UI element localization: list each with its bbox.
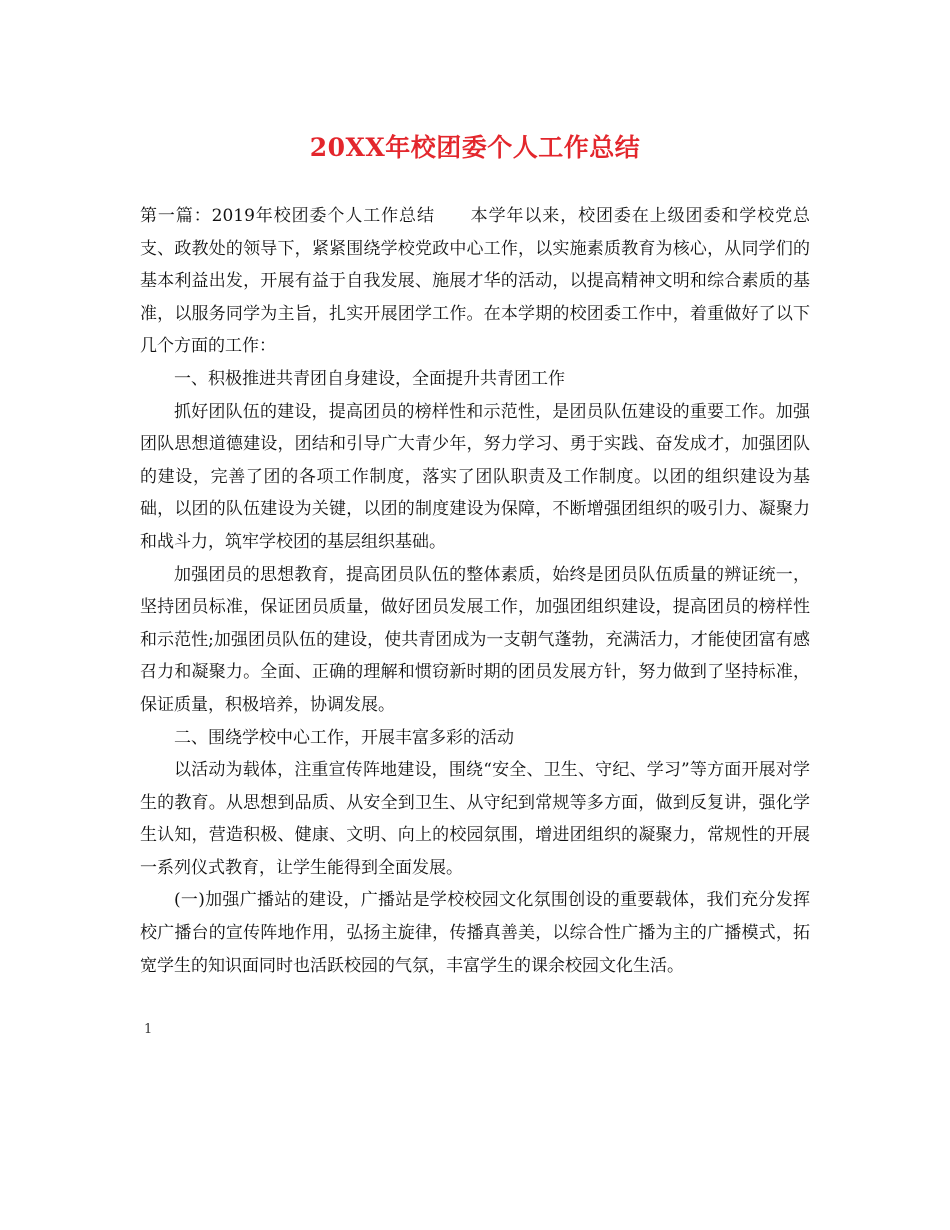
paragraph-intro: 第一篇：2019年校团委个人工作总结 本学年以来，校团委在上级团委和学校党总支、政教处的领导下，紧紧围绕学校党政中心工作，以实施素质教育为核心，从同学们的基本利益出发，开展有益于自我发展、施展才华的活动，以提高精神文明和综合素质的基准，以服务同学为主旨，扎实开展团学工作。在本学期的校团委工作中，着重做好了以下几个方面的工作： [140, 206, 810, 357]
document-title: 20XX年校团委个人工作总结 [309, 133, 641, 162]
paragraph-activities: 以活动为载体，注重宣传阵地建设，围绕“安全、卫生、守纪、学习”等方面开展对学生的教育。从思想到品质、从安全到卫生、从守纪到常规等多方面，做到反复讲，强化学生认知，营造积极、健康、文明、向上的校园氛围，增进团组织的凝聚力，常规性的开展一系列仪式教育，让学生能得到全面发展。 [140, 760, 810, 878]
section-heading-2: 二、围绕学校中心工作，开展丰富多彩的活动 [174, 727, 514, 748]
section-heading-1: 一、积极推进共青团自身建设，全面提升共青团工作 [174, 368, 565, 389]
paragraph-ideological-education: 加强团员的思想教育，提高团员队伍的整体素质，始终是团员队伍质量的辨证统一，坚持团员标准，保证团员质量，做好团员发展工作，加强团组织建设，提高团员的榜样性和示范性;加强团员队伍的建设，使共青团成为一支朝气蓬勃，充满活力，才能使团富有感召力和凝聚力。全面、正确的理解和惯窃新时期的团员发展方针，努力做到了坚持标准，保证质量，积极培养，协调发展。 [140, 564, 810, 715]
paragraph-team-building: 抓好团队伍的建设，提高团员的榜样性和示范性，是团员队伍建设的重要工作。加强团队思想道德建设，团结和引导广大青少年，努力学习、勇于实践、奋发成才，加强团队的建设，完善了团的各项工作制度，落实了团队职责及工作制度。以团的组织建设为基础，以团的队伍建设为关键，以团的制度建设为保障，不断增强团组织的吸引力、凝聚力和战斗力，筑牢学校团的基层组织基础。 [140, 401, 810, 552]
document-body [140, 200, 810, 982]
paragraph-broadcast-station: (一)加强广播站的建设，广播站是学校校园文化氛围创设的重要载体，我们充分发挥校广播台的宣传阵地作用，弘扬主旋律，传播真善美，以综合性广播为主的广播模式，拓宽学生的知识面同时也活跃校园的气氛，丰富学生的课余校园文化生活。 [140, 890, 810, 976]
page-number: 1 [144, 1022, 153, 1037]
